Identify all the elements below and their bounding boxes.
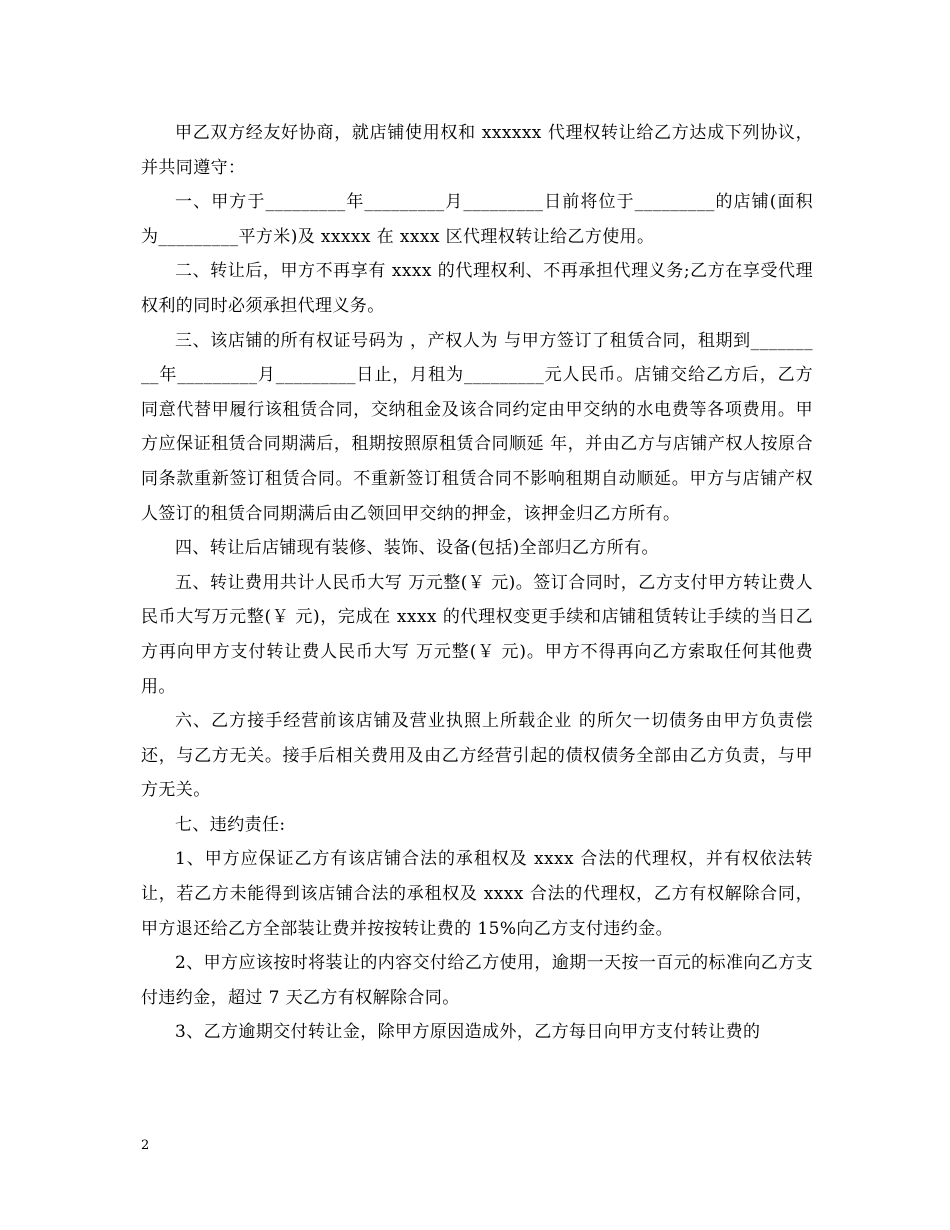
paragraph-intro: 甲乙双方经友好协商，就店铺使用权和 xxxxxx 代理权转让给乙方达成下列协议，并共同遵守： xyxy=(141,123,813,178)
paragraph-clause-4: 四、转让后店铺现有装修、装饰、设备(包括)全部归乙方所有。 xyxy=(175,538,659,559)
page-number: 2 xyxy=(141,1138,150,1153)
paragraph-breach-item-1: 1、甲方应保证乙方有该店铺合法的承租权及 xxxx 合法的代理权，并有权依法转让，若乙方未能得到该店铺合法的承租权及 xxxx 合法的代理权，乙方有权解除合同，甲方退还给乙方全部装让费并按按转让费的 15%向乙方支付违约金。 xyxy=(141,849,813,939)
document-body xyxy=(141,116,813,1050)
paragraph-breach-item-3: 3、乙方逾期交付转让金，除甲方原因造成外，乙方每日向甲方支付转让费的 xyxy=(175,1022,761,1043)
paragraph-breach-item-2: 2、甲方应该按时将装让的内容交付给乙方使用，逾期一天按一百元的标准向乙方支付违约金，超过 7 天乙方有权解除合同。 xyxy=(141,953,813,1008)
paragraph-clause-5: 五、转让费用共计人民币大写 万元整(￥ 元)。签订合同时，乙方支付甲方转让费人民币大写万元整(￥ 元)，完成在 xxxx 的代理权变更手续和店铺租赁转让手续的当日乙方再向甲方支付转让费人民币大写 万元整(￥ 元)。甲方不得再向乙方索取任何其他费用。 xyxy=(141,572,813,697)
paragraph-clause-2: 二、转让后，甲方不再享有 xxxx 的代理权利、不再承担代理义务;乙方在享受代理权利的同时必须承担代理义务。 xyxy=(141,261,813,316)
paragraph-clause-6: 六、乙方接手经营前该店铺及营业执照上所载企业 的所欠一切债务由甲方负责偿还，与乙方无关。接手后相关费用及由乙方经营引起的债权债务全部由乙方负责，与甲方无关。 xyxy=(141,711,813,801)
paragraph-clause-3: 三、该店铺的所有权证号码为 ，产权人为 与甲方签订了租赁合同，租期到_________年_________月_________日止，月租为_________元人民币。店铺交给乙方后，乙方同意代替甲履行该租赁合同，交纳租金及该合同约定由甲交纳的水电费等各项费用。甲方应保证租赁合同期满后，租期按照原租赁合同顺延 年，并由乙方与店铺产权人按原合同条款重新签订租赁合同。不重新签订租赁合同不影响租期自动顺延。甲方与店铺产权人签订的租赁合同期满后由乙领回甲交纳的押金，该押金归乙方所有。 xyxy=(141,330,813,524)
paragraph-clause-1: 一、甲方于_________年_________月_________日前将位于_________的店铺(面积为_________平方米)及 xxxxx 在 xxxx 区代理权转让给乙方使用。 xyxy=(141,192,813,247)
paragraph-clause-7-heading: 七、违约责任: xyxy=(175,814,286,835)
